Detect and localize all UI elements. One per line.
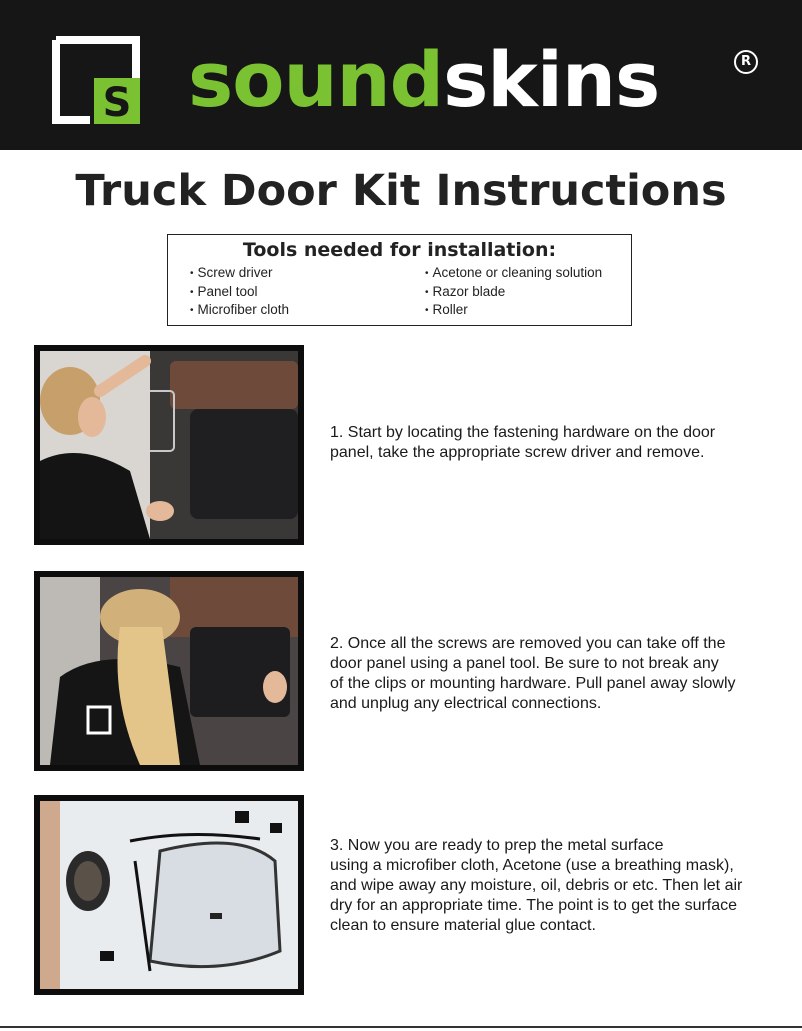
step-2-line: of the clips or mounting hardware. Pull panel away slowly (330, 675, 736, 692)
tool-item: • Razor blade (425, 283, 602, 302)
tool-item: • Acetone or cleaning solution (425, 264, 602, 283)
step-1-line: 1. Start by locating the fastening hardware on the door (330, 424, 716, 441)
tool-item: • Roller (425, 301, 602, 320)
tools-heading: Tools needed for installation: (242, 239, 557, 261)
tool-item: • Microfiber cloth (190, 301, 289, 320)
step-1-photo (34, 345, 304, 545)
step-1-line: panel, take the appropriate screw driver and remove. (330, 444, 705, 461)
step-2-photo (34, 571, 304, 771)
step-2-photo-image (40, 577, 298, 765)
tools-list-right (425, 264, 602, 320)
step-3-line: dry for an appropriate time. The point is to get the surface (330, 897, 738, 914)
step-3-text (330, 836, 770, 936)
step-2-text (330, 634, 770, 714)
brand-name-white: skins (443, 35, 660, 124)
tools-box (167, 234, 632, 326)
soundskins-logo-icon (48, 32, 144, 128)
step-3-photo-image (40, 801, 298, 989)
step-3-line: clean to ensure material glue contact. (330, 917, 596, 934)
step-3-line: and wipe away any moisture, oil, debris or etc. Then let air (330, 877, 743, 894)
step-1-photo-image (40, 351, 298, 539)
step-2-line: 2. Once all the screws are removed you can take off the (330, 635, 726, 652)
tools-list-left (190, 264, 289, 320)
step-3-line: using a microfiber cloth, Acetone (use a breathing mask), (330, 857, 734, 874)
bottom-divider (0, 1026, 802, 1028)
step-2-line: and unplug any electrical connections. (330, 695, 602, 712)
tool-item: • Panel tool (190, 283, 289, 302)
step-1-text (330, 423, 770, 463)
tool-item: • Screw driver (190, 264, 289, 283)
step-2-line: door panel using a panel tool. Be sure to not break any (330, 655, 719, 672)
step-3-line: 3. Now you are ready to prep the metal surface (330, 837, 664, 854)
brand-name-green: sound (188, 35, 444, 124)
step-3-photo (34, 795, 304, 995)
logo-letter: S (102, 80, 132, 126)
registered-mark: R (734, 50, 758, 74)
brand-wordmark (188, 30, 659, 130)
header-banner (0, 0, 802, 150)
page-title: Truck Door Kit Instructions (75, 166, 727, 216)
